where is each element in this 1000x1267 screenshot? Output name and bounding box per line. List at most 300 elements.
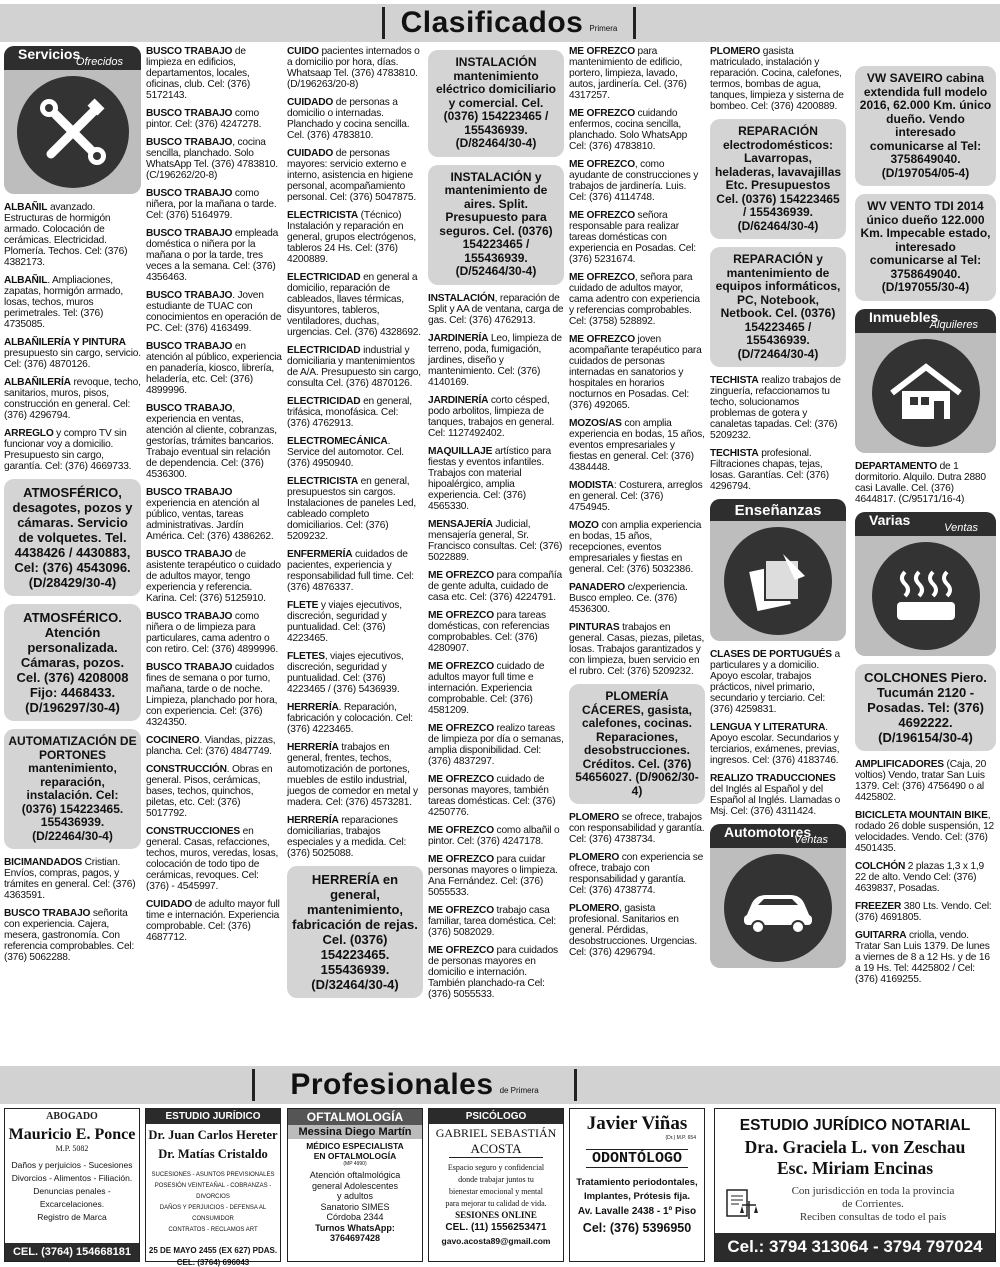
card-registration: (MP 4990) (343, 1161, 367, 1167)
category-title (710, 824, 846, 848)
column-2 (146, 46, 282, 950)
card-line: de Corrientes. (842, 1198, 904, 1210)
card-name: Dr. Matías Cristaldo (158, 1147, 268, 1161)
ad-keyword: ME OFREZCO (428, 824, 494, 836)
ad-text: , reparación de Split y AA de ventana, carga de gas. Cel: (376) 4762913. (428, 292, 564, 326)
card-name: Esc. Miriam Encinas (776, 1158, 934, 1178)
card-lines (429, 1162, 563, 1210)
ad-text: . Obras en general. Pisos, cerámicas, bases, techos, quinchos, piletas, etc. Cel: (376) 5017792. (146, 764, 273, 819)
column-7 (855, 46, 996, 992)
boxed-ad: VW SAVEIRO cabina extendida full modelo 2016, 62.000 Km. único dueño. Vendo interesado comunicarse al Tel: 3758649040. (D/197054/05-4) (855, 66, 996, 186)
ad-keyword: LENGUA Y LITERATURA (710, 722, 826, 733)
classified-ad (569, 852, 705, 896)
classified-ad (4, 202, 141, 268)
card-lines (570, 1176, 704, 1204)
card-title: ESTUDIO JURÍDICO NOTARIAL (739, 1117, 971, 1134)
ad-list (569, 46, 705, 677)
classified-ad (287, 815, 423, 859)
classified-ad (146, 46, 282, 101)
boxed-ad: REPARACIÓN y mantenimiento de equipos informáticos, PC, Notebook, Netbook. Cel. (0376) 154223465 / 155436939. (D/72464/30-4) (710, 247, 846, 367)
ad-text: a particulares y a domicilio. Apoyo escolar, trabajos prácticos, nivel primario, secundario y terciario. Cel: (376) 4259831. (710, 649, 840, 715)
classified-ad (287, 345, 423, 389)
ad-text: trabajos en general. Casas, piezas, piletas, losas. Trabajos garantizados y con limpieza, buen servicio en el rubro. Cel: (376) 5209232. (569, 622, 705, 677)
classified-ad (710, 46, 846, 112)
ad-keyword: BUSCO TRABAJO (146, 611, 233, 622)
ad-keyword: BUSCO TRABAJO (146, 341, 233, 352)
classified-ad (146, 188, 282, 221)
ad-keyword: ME OFREZCO (569, 46, 635, 57)
classified-ad (710, 722, 846, 766)
card-line: Córdoba 2344 (326, 1212, 384, 1222)
ad-keyword: ALBAÑILERÍA (4, 377, 71, 388)
ad-text: para compañía de gente adulta, cuidado de casa etc. Cel: (376) 4224791. (428, 569, 562, 603)
classified-ad (569, 903, 705, 958)
column-6 (710, 46, 846, 976)
card-line: CONTRATOS - RECLAMOS ART (168, 1227, 258, 1233)
card-phone: 3764697428 (329, 1232, 381, 1243)
ad-keyword: ME OFREZCO (569, 210, 635, 221)
classified-ad (4, 428, 141, 472)
card-name: Dra. Graciela L. von Zeschau (744, 1137, 966, 1157)
card-name: GABRIEL SEBASTIÁN (435, 1126, 557, 1140)
classified-ad (428, 854, 564, 898)
ad-keyword: BUSCO TRABAJO (146, 46, 233, 57)
classified-ad (569, 108, 705, 152)
ad-keyword: TECHISTA (710, 375, 759, 386)
classified-ad (855, 810, 996, 854)
ad-text: , rodado 26 doble suspensión, 12 velocidades. Vendo. Cel: (376) 4501435. (855, 809, 995, 854)
classified-ad (428, 293, 564, 326)
ad-keyword: MENSAJERÍA (428, 518, 493, 530)
card-abogado (4, 1108, 140, 1262)
card-estudio-notarial (714, 1108, 996, 1262)
ad-text: trabajos en general, frentes, techos, automotización de portones, muebles de estilo industrial, juegos de comedor en metal y madera. Cel: (376) 4573281. (287, 742, 418, 808)
ad-keyword: CLASES DE PORTUGUÉS (710, 649, 832, 660)
classified-ad (428, 661, 564, 716)
ad-keyword: JARDINERÍA (428, 332, 489, 344)
ad-text: . Service del automotor. Cel. (376) 4950940. (287, 436, 404, 469)
ad-text: cuidado de adultos mayor full time e internación. Experiencia comprobable. Cel: (376) 4581209. (428, 660, 545, 716)
category-inmuebles (855, 309, 996, 453)
ad-keyword: ALBAÑIL (4, 202, 48, 213)
classified-ad (287, 702, 423, 735)
ad-keyword: CONSTRUCCIÓN (146, 764, 227, 775)
ad-keyword: MOZO (569, 520, 599, 531)
ad-keyword: BICICLETA MOUNTAIN BIKE (855, 809, 988, 821)
ad-keyword: BUSCO TRABAJO (146, 228, 233, 239)
classified-ad (146, 899, 282, 943)
ad-keyword: BUSCO TRABAJO (146, 662, 233, 673)
category-subtitle: Alquileres (929, 318, 978, 331)
classifieds-columns (4, 46, 996, 1056)
category-subtitle: Ventas (944, 521, 978, 534)
classified-ad (428, 570, 564, 603)
ad-text: señora responsable para realizar tareas domésticas con experiencia en Posadas. Cel: (376) 5231674. (569, 210, 696, 265)
classified-ad (287, 272, 423, 338)
boxed-ad: INSTALACIÓN mantenimiento eléctrico domiciliario y comercial. Cel. (0376) 154223465 / 155436939. (D/82464/30-4) (428, 50, 564, 157)
boxed-ad: ATMOSFÉRICO. Atención personalizada. Cámaras, pozos. Cel. (376) 4208008 Fijo: 4468433. (D/196297/30-4) (4, 604, 141, 721)
ad-text: para mantenimiento de edificio, portero, limpieza, lavado, autos, jardinería. Cel. (376) 4317257. (569, 46, 687, 101)
card-line: Sanatorio SIMES (320, 1201, 390, 1212)
document-scales-icon (723, 1187, 759, 1223)
card-name: Mauricio E. Ponce (8, 1126, 136, 1143)
ad-list (710, 375, 846, 492)
ad-text: (Caja, 20 voltios) Vendo, tratar San Luis 1379. Cel: (376) 4756490 o al 4425802. (855, 758, 987, 803)
card-lines (288, 1170, 422, 1223)
ad-keyword: ELECTRICIDAD (287, 272, 361, 283)
card-address: 25 DE MAYO 2455 (EX 627) PDAS. (148, 1246, 278, 1255)
ad-list (287, 46, 423, 859)
ad-text: de adulto mayor full time e internación. Experiencia comprobable. Cel: (376) 4687712. (146, 899, 280, 943)
ad-keyword: REALIZO TRADUCCIONES (710, 773, 836, 784)
ad-text: Leo, limpieza de terreno, poda, fumigación, jardines, diseño y mantenimiento. Cel: (376) 4140169. (428, 332, 562, 388)
ad-list (146, 46, 282, 943)
ad-text: en general a domicilio, reparación de cableados, llaves térmicas, disyuntores, tableros, ventiladores, duchas, urgencias. Cel. (376) 4328692. (287, 272, 421, 338)
ad-text: del Inglés al Español y del Español al Inglés. Llamadas o Msj. Cel: (376) 4311424. (710, 784, 841, 817)
ad-keyword: MOZOS/AS (569, 418, 622, 429)
classified-ad (569, 334, 705, 411)
card-phone: Cel: (376) 5396950 (582, 1221, 692, 1235)
ad-text: gasista matriculado, instalación y reparación. Cocina, calefones, termos, bombas de agua, tanques, limpieza y sisterna de bombeo. Cel: (376) 4200889. (710, 46, 844, 112)
ad-keyword: ELECTRICIDAD (287, 345, 361, 356)
card-line: SUCESIONES - ASUNTOS PREVISIONALES (151, 1172, 275, 1178)
classified-ad (428, 945, 564, 1000)
boxed-ad: COLCHONES Piero. Tucumán 2120 - Posadas. Tel: (376) 4692222. (D/196154/30-4) (855, 664, 996, 751)
card-oftalmologia (287, 1108, 423, 1262)
ad-keyword: ME OFREZCO (428, 569, 494, 581)
ad-text: (Técnico) Instalación y reparación en general, grupos electrógenos, tableros 24 Hs. Cel: (376) 4200889. (287, 210, 416, 265)
ad-keyword: FLETE (287, 600, 319, 611)
column-4 (428, 46, 564, 1007)
ad-keyword: ME OFREZCO (428, 660, 494, 672)
ad-keyword: ME OFREZCO (569, 159, 635, 170)
category-subtitle: Ventas (794, 834, 828, 846)
ad-text: y compro TV sin funcionar voy a domicilio. Presupuesto sin cargo, garantía. Cel: (376) 4669733. (4, 428, 132, 472)
boxed-ad: ATMOSFÉRICO, desagotes, pozos y cámaras. Servicio de volquetes. Tel. 4438426 / 4430883, Cel: (376) 4543096. (D/28429/30-4) (4, 479, 141, 596)
ad-keyword: JARDINERÍA (428, 394, 489, 406)
ad-text: empleada doméstica o niñera por la mañana o por la tarde, tres veces a la semana. Cel: (376) 4356463. (146, 228, 279, 283)
ad-keyword: MODISTA (569, 480, 614, 491)
classified-ad (855, 759, 996, 803)
ad-text: , gasista profesional. Sanitarios en general. Pérdidas, desobstrucciones. Urgencias. Cel: (376) 4296794. (569, 903, 698, 958)
classified-ad (146, 764, 282, 819)
card-category: PSICÓLOGO (429, 1109, 563, 1124)
ad-keyword: ALBAÑIL (4, 275, 48, 286)
ad-text: como niñera o de limpieza para particulares, cama adentro o con retiro. Cel: (376) 4899996. (146, 611, 278, 655)
ad-text: Cristian. Envíos, compras, pagos, y trámites en general. Cel: (376) 4363591. (4, 857, 136, 901)
ad-text: experiencia en atención al público, ventas, tareas administrativas. Jardín América. Cel: (376) 4386262. (146, 498, 274, 542)
tools-icon (17, 76, 129, 188)
ad-text: criolla, vendo. Tratar San Luis 1379. De lunes a viernes de 8 a 12 Hs. y de 16 a 19 Hs. Tel: 4425802 / Cel: (376) 4169255. (855, 929, 990, 985)
ad-text: pacientes internados o a domicilio por hora, días. Whatsaap Tel. (376) 4783810. (D/196263/20-8) (287, 46, 420, 90)
classified-ad (428, 723, 564, 767)
ad-text: . Ampliaciones, zapatas, hormigón armado, losas, techos, muros perimetrales. Tel: (376) 4735085. (4, 275, 124, 330)
ad-text: con amplia experiencia en bodas, 15 años, recepciones, eventos empresariales y fiestas en general. Cel: (376) 5032386. (569, 520, 702, 575)
ad-text: se ofrece, trabajos con responsabilidad y garantía. Cel: (376) 4738734. (569, 812, 705, 845)
classified-ad (146, 228, 282, 283)
ad-keyword: BUSCO TRABAJO (146, 549, 233, 560)
classified-ad (710, 448, 846, 492)
category-name: Automotores (724, 824, 812, 840)
card-line: y adultos (336, 1191, 374, 1201)
ad-keyword: ME OFREZCO (428, 853, 494, 865)
ad-text: de asistente terapéutico o cuidado de adultos mayor, tengo experiencia y referencia. Karina. Cel: (376) 5125910. (146, 549, 281, 604)
card-odontologo (569, 1108, 705, 1262)
ad-keyword: CUIDADO (287, 148, 334, 159)
card-line: Registro de Marca (37, 1212, 107, 1222)
card-line: Implantes, Prótesis fija. (583, 1191, 691, 1202)
card-lines (5, 1159, 139, 1224)
card-name: Dr. Juan Carlos Hereter (148, 1128, 278, 1142)
ad-list (710, 649, 846, 817)
category-name: Varias (869, 511, 911, 528)
ad-text: trabajo casa familiar, tarea doméstica. Cel: (376) 5082029. (428, 904, 556, 938)
car-icon (724, 854, 832, 962)
card-category: ESTUDIO JURÍDICO (146, 1109, 280, 1124)
category-name: Servicios (18, 46, 81, 62)
classified-ad (4, 857, 141, 901)
card-line: Espacio seguro y confidencial (447, 1163, 545, 1172)
card-estudio-juridico (145, 1108, 281, 1267)
card-registration: (Dr.) M.P. 654 (665, 1135, 696, 1141)
ad-text: . Apoyo escolar. Secundarios y terciarios, exámenes, previas, ingresos. Cel: (376) 4183746. (710, 722, 840, 766)
ad-keyword: ARREGLO (4, 428, 54, 439)
card-sessions: SESIONES ONLINE (455, 1210, 537, 1220)
card-specialty: MÉDICO ESPECIALISTA EN OFTALMOLOGÍA (306, 1141, 404, 1161)
ad-keyword: FLETES (287, 651, 325, 662)
ad-keyword: BUSCO TRABAJO (146, 188, 233, 199)
ad-text: joven acompañante terapéutico para cuidados de personas internadas en sanatorios y hospitales en horarios nocturnos en Posadas. Cel: (376) 492065. (569, 334, 702, 411)
classified-ad (146, 662, 282, 728)
classified-ad (428, 446, 564, 512)
classified-ad (4, 337, 141, 370)
ad-keyword: ENFERMERÍA (287, 549, 353, 560)
classified-ad (146, 487, 282, 542)
ad-keyword: ME OFREZCO (428, 722, 494, 734)
category-name: Enseñanzas (734, 502, 822, 519)
card-name: Messina Diego Martín (288, 1125, 422, 1139)
card-category: OFTALMOLOGÍA (288, 1109, 422, 1125)
card-lines (759, 1185, 987, 1224)
clasificados-title: Clasificados (400, 6, 584, 39)
card-line: Daños y perjuicios - Sucesiones (11, 1160, 133, 1170)
card-line: Tratamiento periodontales, (576, 1177, 698, 1188)
ad-list (855, 759, 996, 985)
category-title (855, 512, 996, 536)
ad-text: en general. Casas, refacciones, techos, muros, veredas, losas, colocación de todo tipo de cerámicas, revoques. Cel: (376) - 4545997. (146, 826, 279, 892)
classified-ad (710, 773, 846, 817)
classified-ad (428, 774, 564, 818)
classified-ad (146, 611, 282, 655)
ad-text: en general, presupuestos sin cargos. Instalaciones de paneles Led, cableado completo domiciliarios. Cel: (376) 5209232. (287, 476, 417, 542)
classified-ad (287, 148, 423, 203)
classified-ad (287, 651, 423, 695)
classified-ad (569, 159, 705, 203)
ad-text: revoque, techo, sanitarios, muros, pisos, construcción en general. Cel: (376) 4296794. (4, 377, 141, 421)
card-line: bienestar emocional y mental (449, 1187, 543, 1196)
classified-ad (569, 622, 705, 677)
card-line: Reciben consultas de todo el país (799, 1211, 947, 1223)
ad-text: c/experiencia. Busco empleo. Ce. (376) 4536300. (569, 582, 688, 615)
ad-keyword: BUSCO TRABAJO (146, 403, 233, 414)
ad-text: de personas a domicilio o internadas. Planchado y cocina sencilla. Cel. (376) 4783810. (287, 97, 410, 141)
ad-text: Judicial, mensajería general, Sr. Francisco consultas. Cel: (376) 5022889. (428, 518, 563, 563)
ad-list (569, 812, 705, 958)
ad-keyword: GUITARRA (855, 929, 907, 941)
ad-text: realizo tareas de limpieza por día o semanas, amplia disponibilidad. Cel: (376) 4837297. (428, 722, 564, 767)
category-name: Inmuebles (869, 308, 939, 325)
ad-text: , señora para cuidado de adultos mayor, cama adentro con experiencia y referencias comprobables. Cel: (3758) 528892. (569, 272, 700, 327)
ad-keyword: DEPARTAMENTO (855, 460, 937, 472)
card-line: Denuncias penales - Excarcelaciones. (33, 1186, 111, 1209)
ad-keyword: INSTALACIÓN (428, 292, 495, 304)
card-phone: CEL. (11) 1556253471 (445, 1222, 547, 1233)
ad-text: corto césped, podo arbolitos, limpieza de tanques, trabajos en general. Cel: 1127492402. (428, 394, 555, 439)
classified-ad (569, 480, 705, 513)
classified-ad (569, 272, 705, 327)
ad-list (855, 461, 996, 505)
profesionales-header (0, 1066, 1000, 1104)
classified-ad (855, 861, 996, 894)
card-line: POSESIÓN VEINTEAÑAL - COBRANZAS - DIVORCIOS (154, 1183, 272, 1200)
heater-icon (872, 542, 980, 650)
category-varias (855, 512, 996, 656)
boxed-ad: WV VENTO TDI 2014 único dueño 122.000 Km. Impecable estado, interesado comunicarse al Tel: 3758649040. (D/197055/30-4) (855, 194, 996, 301)
ad-text: señorita con experiencia. Cajera, mesera, gastronomía. Con referencia comprobables. Cel: (376) 5062288. (4, 908, 135, 963)
ad-list (4, 202, 141, 472)
ad-text: cuidado de personas mayores, también tareas domésticas. Cel: (376) 4250776. (428, 773, 556, 818)
profesionales-band (0, 1066, 1000, 1104)
classified-ad (428, 395, 564, 439)
ad-text: cuidados fines de semana o por turno, mañana, tarde o de noche. Limpieza, planchado por hora, con experiencia. Cel: (376) 4324350. (146, 662, 278, 728)
classified-ad (855, 930, 996, 985)
ad-keyword: PLOMERO (569, 812, 620, 823)
ad-keyword: BICIMANDADOS (4, 857, 82, 868)
classified-ad (569, 582, 705, 615)
ad-text: realizo trabajos de zinguería, refaccionamos tu techo, solucionamos problemas de gotera y canaletas tapadas. Cel: (376) 5209232. (710, 375, 841, 441)
classified-ad (287, 210, 423, 265)
category-title (4, 46, 141, 70)
card-turnos: Turnos WhatsApp: (315, 1222, 395, 1233)
ad-text: presupuesto sin cargo, servicio. Cel: (376) 4870126. (4, 348, 141, 370)
classified-ad (428, 333, 564, 388)
classified-ad (287, 600, 423, 644)
ad-text: para tareas domésticas, con referencias comprobables. Cel: (376) 4280907. (428, 609, 550, 654)
ad-keyword: ELECTRICIDAD (287, 396, 361, 407)
clasificados-title-frame (382, 7, 636, 39)
ad-text: como pintor. Cel: (376) 4247278. (146, 108, 262, 130)
card-line: para mejorar tu calidad de vida. (445, 1199, 547, 1208)
card-category: ABOGADO (46, 1111, 98, 1122)
card-registration: M.P. 5082 (55, 1144, 89, 1153)
classified-ad (428, 610, 564, 654)
ad-keyword: ME OFREZCO (569, 272, 635, 283)
ad-list (428, 293, 564, 1000)
classified-ad (146, 735, 282, 757)
classified-ad (569, 46, 705, 101)
ad-text: , cocina sencilla, planchado. Solo WhatsApp Tel. (376) 4783810. (C/196262/20-8) (146, 137, 278, 181)
ad-keyword: CUIDADO (146, 899, 193, 910)
classified-ad (710, 649, 846, 715)
ad-keyword: PLOMERO (710, 46, 761, 57)
classified-ad (855, 901, 996, 923)
classified-ad (569, 418, 705, 473)
profesionales-title-frame (252, 1069, 577, 1101)
ad-keyword: PANADERO (569, 582, 625, 593)
ad-keyword: HERRERÍA (287, 815, 339, 826)
ad-keyword: CUIDO (287, 46, 319, 57)
boxed-ad: HERRERÍA en general, mantenimiento, fabricación de rejas. Cel. (0376) 154223465. 155436939. (D/32464/30-4) (287, 866, 423, 998)
ad-list (4, 857, 141, 963)
ad-text: para cuidados de personas mayores en domicilio e internación. También planchado-ra Cel: (376) 5055533. (428, 944, 558, 1000)
ad-text: y viajes ejecutivos, discreción, seguridad y puntualidad. Cel: (376) 4223465. (287, 600, 402, 644)
ad-text: cuidados de pacientes, experiencia y responsabilidad full time. Cel: (376) 4876337. (287, 549, 414, 593)
ad-keyword: CONSTRUCCIONES (146, 826, 240, 837)
ad-keyword: HERRERÍA (287, 702, 339, 713)
ad-keyword: TECHISTA (710, 448, 759, 459)
column-1 (4, 46, 141, 970)
category-servicios (4, 46, 141, 194)
ad-keyword: BUSCO TRABAJO (146, 108, 233, 119)
ad-text: en atención al público, experiencia en panadería, kiosco, librería, heladería, etc. Cel: (376) 4899996. (146, 341, 282, 396)
classified-ad (146, 137, 282, 181)
card-line: Atención oftalmológica (309, 1170, 401, 1180)
card-address: Av. Lavalle 2438 - 1º Piso (577, 1206, 697, 1217)
ad-keyword: PINTURAS (569, 622, 620, 633)
boxed-ad: REPARACIÓN electrodomésticos: Lavarropas, heladeras, lavavajillas Etc. Presupuestos Cel. (0376) 154223465 / 155436939. (D/62464/30-4) (710, 119, 846, 239)
boxed-ad: PLOMERÍA CÁCERES, gasista, calefones, cocinas. Reparaciones, desobstrucciones. Créditos. Cel. (376) 54656027. (D/9062/30-4) (569, 684, 705, 804)
ad-text: . Joven estudiante de TUAC con conocimientos en operación de PC. Cel: (376) 4163499. (146, 290, 282, 334)
ad-keyword: BUSCO TRABAJO (146, 137, 233, 148)
ad-keyword: ME OFREZCO (569, 334, 635, 345)
classified-ad (287, 97, 423, 141)
classified-ad (146, 549, 282, 604)
classified-ad (569, 210, 705, 265)
profesionales-title: Profesionales (290, 1068, 494, 1101)
classified-ad (287, 549, 423, 593)
classified-ad (4, 908, 141, 963)
category-automotores (710, 824, 846, 968)
ad-keyword: AMPLIFICADORES (855, 758, 944, 770)
classified-ad (569, 520, 705, 575)
classified-ad (146, 290, 282, 334)
ad-text: industrial y domiciliaria y mantenimientos de A/A. Presupuesto sin cargo, consulta Cel. (376) 4870126. (287, 345, 421, 389)
ad-text: : Costurera, arreglos en general. Cel: (376) 4754945. (569, 480, 703, 513)
column-5 (569, 46, 705, 965)
ad-text: artístico para fiestas y eventos infantiles. Trabajos con material hipoalérgico, amplia experiencia. Cel: (376) 4565330. (428, 445, 551, 512)
classified-ad (146, 403, 282, 480)
classified-ad (569, 812, 705, 845)
classified-ad (428, 519, 564, 563)
ad-text: profesional. Filtraciones chapas, tejas, losas. Garantías. Cel: (376) 4296794. (710, 448, 829, 492)
classified-ad (855, 461, 996, 505)
ad-keyword: ME OFREZCO (569, 108, 635, 119)
ad-keyword: PLOMERO (569, 903, 620, 914)
classified-ad (4, 275, 141, 330)
classified-ad (146, 826, 282, 892)
column-3 (287, 46, 423, 1006)
ad-text: en general, trifásica, monofásica. Cel: (376) 4762913. (287, 396, 412, 429)
classified-ad (287, 396, 423, 429)
ad-text: de limpieza en edificios, departamentos, locales, oficinas, club. Cel: (376) 5172143. (146, 46, 251, 101)
ad-text: 380 Lts. Vendo. Cel: (376) 4691805. (855, 900, 992, 923)
category-title (855, 309, 996, 333)
ad-text: reparaciones domiciliarias, trabajos especiales y a medida. Cel: (376) 5025088. (287, 815, 407, 859)
ad-list (710, 46, 846, 112)
category-title (710, 499, 846, 521)
classified-ad (287, 46, 423, 90)
card-phone: CEL. (3764) 696043 (176, 1258, 250, 1267)
